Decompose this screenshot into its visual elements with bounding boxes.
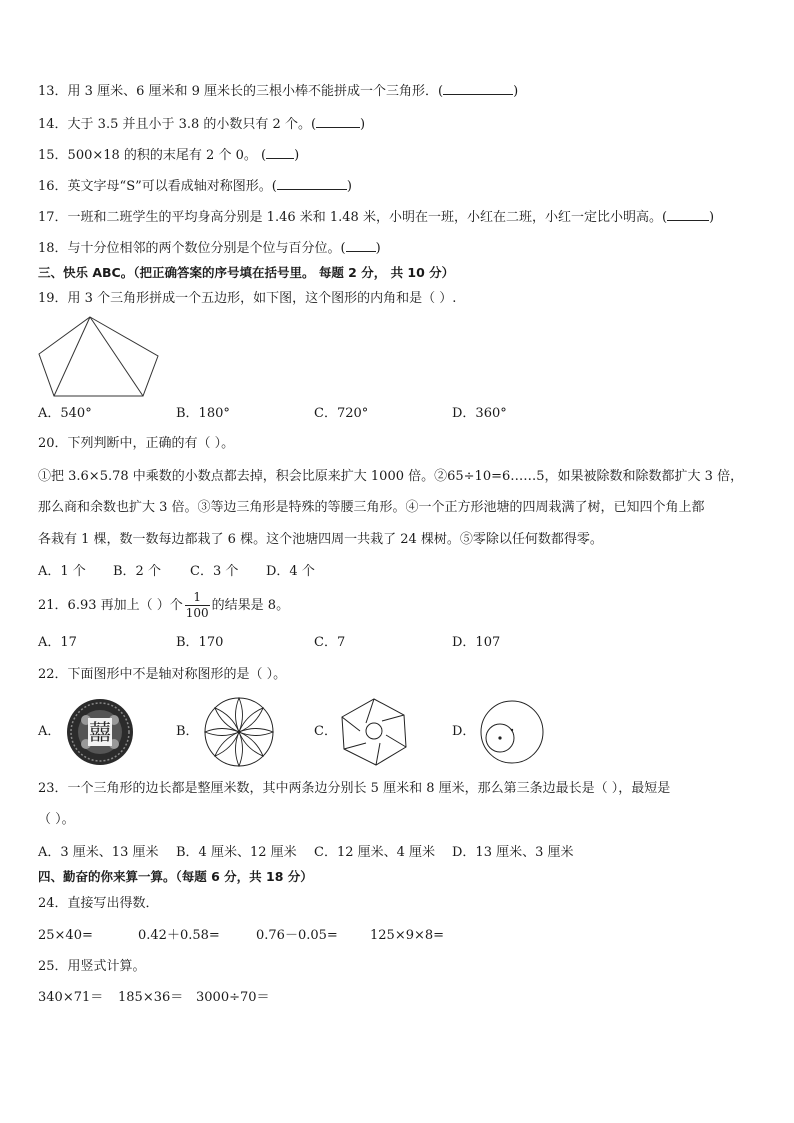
answer-blank[interactable] — [667, 208, 709, 221]
q22-option-d[interactable]: D． — [452, 724, 476, 739]
question-23-line-2: （ ）。 — [38, 812, 75, 827]
question-20-line-2: 那么商和余数也扩大 3 倍。③等边三角形是特殊的等腰三角形。④一个正方形池塘的四周栽满了树，已知四个角上都 — [38, 500, 705, 515]
pinwheel-hexagon-icon — [338, 697, 410, 767]
q22-option-a[interactable]: A． — [38, 724, 61, 739]
question-21-stem: 21．6.93 再加上（ ）个 $\frac{1}{100}$ 的结果是 8。 — [38, 590, 290, 620]
q25-item-3: 3000÷70＝ — [196, 990, 270, 1005]
pentagon-figure — [38, 316, 160, 398]
question-13: 13．用 3 厘米、6 厘米和 9 厘米长的三根小棒不能拼成一个三角形．( ) — [38, 84, 519, 99]
flower-rosette-icon — [204, 697, 274, 767]
question-20-line-1: ①把 3.6×5.78 中乘数的小数点都去掉，积会比原来扩大 1000 倍。②65÷10=6……5，如果被除数和除数都扩大 3 倍， — [38, 469, 744, 484]
q25-item-1: 340×71＝ — [38, 990, 104, 1005]
q22-option-b[interactable]: B． — [176, 724, 199, 739]
q19-option-c[interactable]: C．720° — [314, 406, 369, 421]
q21-option-a[interactable]: A．17 — [38, 635, 77, 650]
q23-option-d[interactable]: D．13 厘米、3 厘米 — [452, 845, 574, 860]
q24-item-3: 0.76－0.05= — [256, 928, 338, 943]
q23-option-c[interactable]: C．12 厘米、4 厘米 — [314, 845, 436, 860]
q22-option-c[interactable]: C． — [314, 724, 337, 739]
circles-with-dot-icon — [480, 700, 544, 764]
q24-item-4: 125×9×8= — [370, 928, 445, 943]
question-14: 14．大于 3.5 并且小于 3.8 的小数只有 2 个。( ) — [38, 117, 366, 132]
q20-option-d[interactable]: D．4 个 — [266, 564, 315, 579]
answer-blank[interactable] — [346, 239, 376, 252]
question-20-line-3: 各栽有 1 棵，数一数每边都栽了 6 棵。这个池塘四周一共栽了 24 棵树。⑤零除以任何数都得零。 — [38, 532, 603, 547]
q19-option-b[interactable]: B．180° — [176, 406, 230, 421]
answer-blank[interactable] — [443, 82, 513, 95]
q20-option-b[interactable]: B．2 个 — [113, 564, 161, 579]
answer-blank[interactable] — [316, 115, 360, 128]
question-20-stem: 20．下列判断中，正确的有（ ）。 — [38, 436, 235, 451]
q20-option-c[interactable]: C．3 个 — [190, 564, 239, 579]
question-24-stem: 24．直接写出得数． — [38, 896, 159, 911]
section-4-heading: 四、勤奋的你来算一算。（每题 6 分，共 18 分） — [38, 869, 313, 884]
question-22-stem: 22．下面图形中不是轴对称图形的是（ ）。 — [38, 667, 287, 682]
fraction: $\frac{1}{100}$ — [185, 590, 209, 620]
question-18: 18．与十分位相邻的两个数位分别是个位与百分位。( ) — [38, 241, 381, 256]
q24-item-2: 0.42＋0.58= — [138, 928, 220, 943]
q19-option-d[interactable]: D．360° — [452, 406, 507, 421]
q21-option-b[interactable]: B．170 — [176, 635, 224, 650]
q19-option-a[interactable]: A．540° — [38, 406, 92, 421]
question-17: 17．一班和二班学生的平均身高分别是 1.46 米和 1.48 米，小明在一班，小红在二班，小红一定比小明高。( ) — [38, 210, 715, 225]
q23-option-a[interactable]: A．3 厘米、13 厘米 — [38, 845, 159, 860]
svg-text:囍: 囍 — [88, 721, 112, 746]
answer-blank[interactable] — [266, 146, 294, 159]
q20-option-a[interactable]: A．1 个 — [38, 564, 86, 579]
question-16: 16．英文字母“S”可以看成轴对称图形。( ) — [38, 179, 352, 194]
q21-option-d[interactable]: D．107 — [452, 635, 501, 650]
answer-blank[interactable] — [277, 177, 347, 190]
question-15: 15．500×18 的积的末尾有 2 个 0。 ( ) — [38, 148, 300, 163]
double-happiness-emblem-icon — [66, 698, 134, 766]
q23-option-b[interactable]: B．4 厘米、12 厘米 — [176, 845, 297, 860]
q25-item-2: 185×36＝ — [118, 990, 184, 1005]
question-23-line-1: 23．一个三角形的边长都是整厘米数，其中两条边分别长 5 厘米和 8 厘米，那么第三条边最长是（ ），最短是 — [38, 781, 671, 796]
question-19-stem: 19．用 3 个三角形拼成一个五边形，如下图，这个图形的内角和是（ ）. — [38, 291, 457, 306]
section-3-heading: 三、快乐 ABC。（把正确答案的序号填在括号里。 每题 2 分， 共 10 分） — [38, 265, 455, 280]
q21-option-c[interactable]: C．7 — [314, 635, 346, 650]
q24-item-1: 25×40= — [38, 928, 93, 943]
question-25-stem: 25．用竖式计算。 — [38, 959, 146, 974]
